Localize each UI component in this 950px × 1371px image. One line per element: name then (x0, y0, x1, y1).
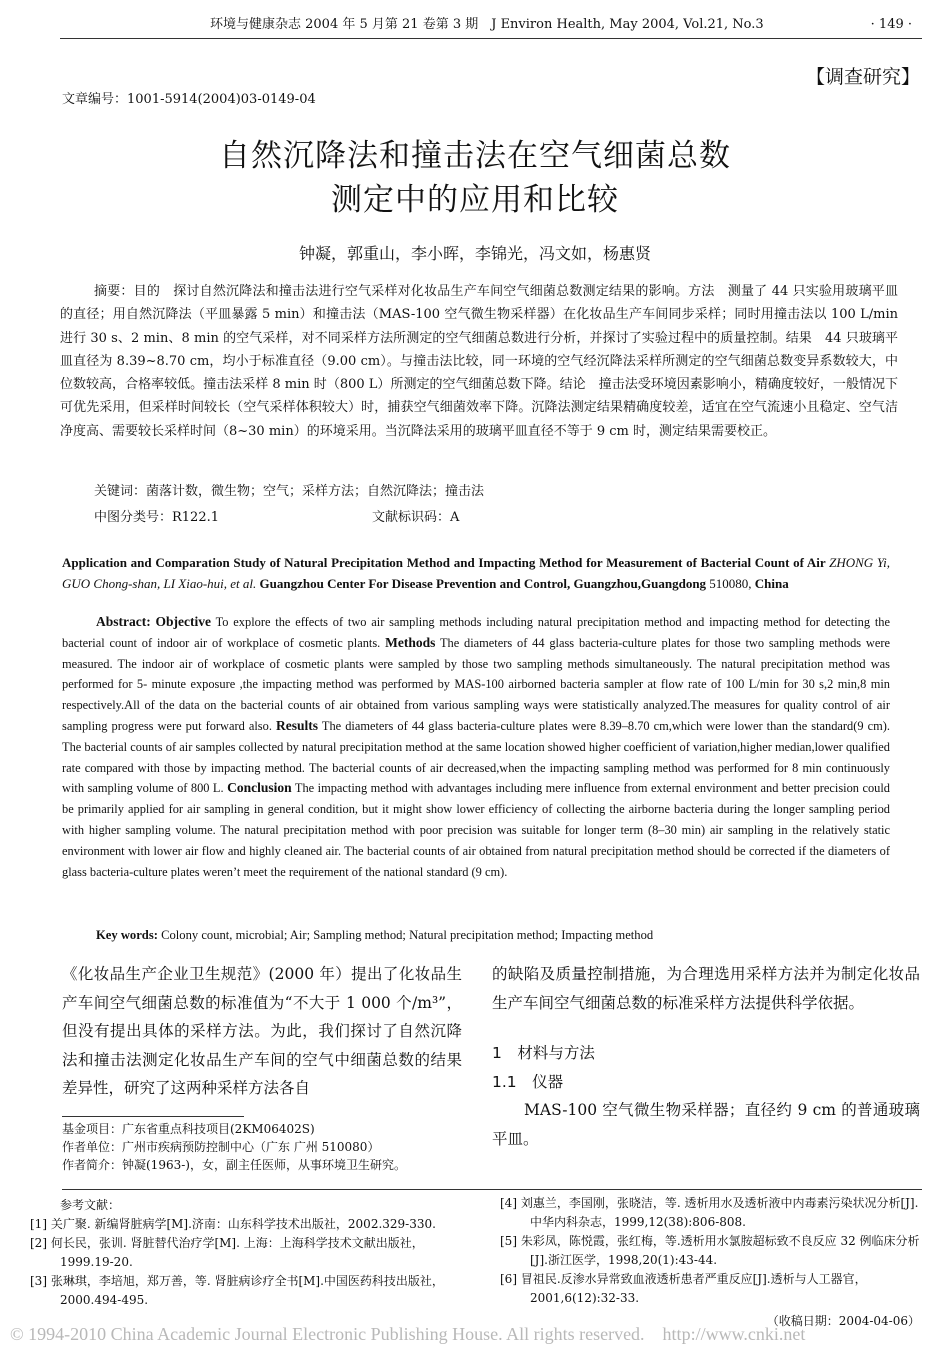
article-id: 文章编号：1001-5914(2004)03-0149-04 (62, 92, 316, 107)
footnote-divider (62, 1116, 244, 1117)
results-text: The diameters of 44 glass bacteria-culture plates were 8.39–8.70 cm,which were lower than the standard(9 cm). The bacterial counts of air samples collected by natural precipitation method at the same location showed higher coefficient of variation,higher median,lower qualified rate compared with those by impacting method. The bacterial counts of air decreased,when the impacting sampling method was performed for 8 min continuously with sampling volume of 800 L. (62, 718, 890, 796)
references-divider (62, 1189, 922, 1190)
classification-row (94, 506, 460, 525)
document-code-cn: 文献标识码：A (372, 510, 460, 525)
english-keywords (96, 928, 653, 943)
abstract-cn-text: 摘要：目的 探讨自然沉降法和撞击法进行空气采样对化妆品生产车间空气细菌总数测定结果的影响。方法 测量了 44 只实验用玻璃平皿的直径；用自然沉降法（平皿暴露 5 min）和撞击法（MAS-100 空气微生物采样器）在化妆品生产车间同步采样；同时用撞击法以 100 L/min 进行 30 s、2 min、8 min 的空气采样，对不同采样方法所测定的空气细菌总数进行分析，并探讨了实验过程中的质量控制。结果 44 只玻璃平皿直径为 8.39~8.70 cm，均小于标准直径（9.00 cm）。与撞击法比较，同一环境的空气经沉降法采样所测定的空气细菌总数变异系数较大，中位数较高，合格率较低。撞击法采样 8 min 时（800 L）所测定的空气细菌总数下降。结论 撞击法受环境因素影响小，精确度较好，一般情况下可优先采用，但采样时间较长（空气采样体积较大）时，捕获空气细菌效率下降。沉降法测定结果精确度较差，适宜在空气流速小且稳定、空气洁净度高、需要较长采样时间（8~30 min）的环境采用。当沉降法采用的玻璃平皿直径不等于 9 cm 时，测定结果需要校正。 (60, 284, 898, 439)
references-right (500, 1194, 920, 1308)
reference-item: [6] 冒祖民.反渗水异常致血液透析患者严重反应[J].透析与人工器官，2001,6(12):32-33. (500, 1272, 867, 1305)
body-left-text: 《化妆品生产企业卫生规范》(2000 年）提出了化妆品生产车间空气细菌总数的标准值为“不大于 1 000 个/m³”，但没有提出具体的采样方法。为此，我们探讨了自然沉降法和撞击法测定化妆品生产车间的空气中细菌总数的结果差异性，研究了这两种采样方法各自 (62, 965, 462, 1097)
abstract-cn (60, 280, 898, 443)
references-title: 参考文献： (60, 1198, 121, 1212)
english-keywords-label: Key words: (96, 928, 158, 942)
journal-info: 环境与健康杂志 2004 年 5 月第 21 卷第 3 期 J Environ Health, May 2004, Vol.21, No.3 (210, 17, 764, 32)
page-title (60, 134, 890, 222)
references-left (30, 1196, 460, 1310)
title-line-1: 自然沉降法和撞击法在空气细菌总数 (219, 138, 731, 174)
reference-item: [4] 刘惠兰，李国刚，张晓洁，等. 透析用水及透析液中内毒素污染状况分析[J].中华内科杂志，1999,12(38):806-808. (500, 1196, 919, 1229)
english-affiliation: Guangzhou Center For Disease Prevention and Control, Guangzhou,Guangdong (259, 576, 707, 591)
keywords-cn: 关键词：菌落计数，微生物；空气；采样方法；自然沉降法；撞击法 (94, 484, 485, 499)
section-heading-1-1: 1.1 仪器 (492, 1072, 564, 1091)
reference-item: [3] 张琳琪，李培旭，郑万善，等. 肾脏病诊疗全书[M].中国医药科技出版社，2000.494-495. (30, 1274, 444, 1307)
footnote-funding: 基金项目：广东省重点科技项目(2KM06402S) (62, 1122, 315, 1136)
instruments-text: MAS-100 空气微生物采样器；直径约 9 cm 的普通玻璃平皿。 (492, 1101, 920, 1148)
english-country: China (754, 576, 789, 591)
reference-item: [2] 何长民，张训. 肾脏替代治疗学[M]. 上海：上海科学技术文献出版社，1999.19-20. (30, 1236, 424, 1269)
body-right-column (492, 960, 920, 1153)
objective-text: To explore the effects of two air sampling methods including natural precipitation method and impacting method for detecting the bacterial count of indoor air of workplace of cosmetic plants. (62, 615, 890, 650)
reference-item: [5] 朱彩凤，陈悦霞，张红梅，等.透析用水氯胺超标致不良反应 32 例临床分析[J].浙江医学，1998,20(1):43-44. (500, 1234, 920, 1267)
copyright-watermark: © 1994-2010 China Academic Journal Electronic Publishing House. All rights reserved. http://www.cnki.net (10, 1324, 806, 1344)
body-right-text: 的缺陷及质量控制措施，为合理选用采样方法并为制定化妆品生产车间空气细菌总数的标准采样方法提供科学依据。 (492, 965, 920, 1012)
classification-cn: 中图分类号：R122.1 (94, 510, 220, 525)
conclusion-label: Conclusion (227, 780, 292, 796)
english-postcode: 510080, (709, 576, 752, 591)
methods-label: Methods (385, 634, 436, 650)
running-header (60, 14, 922, 39)
english-authors: ZHONG Yi, GUO Chong-shan, LI Xiao-hui, et al. (62, 555, 890, 591)
page-number: · 149 · (870, 17, 912, 32)
footnote-author-bio: 作者简介：钟凝(1963-)，女，副主任医师，从事环境卫生研究。 (62, 1158, 406, 1172)
english-title: Application and Comparation Study of Natural Precipitation Method and Impacting Method for Measurement of Bacterial Count of Air (62, 555, 826, 570)
english-title-block (62, 552, 890, 594)
body-left-column (62, 960, 462, 1103)
objective-label: Objective (155, 614, 212, 629)
methods-text: The diameters of 44 glass bacteria-culture plates for those two sampling methods were measured. The indoor air of workplace of cosmetic plants were sampled by those two sampling methods simultaneously. The natural precipitation method was performed for 5- minute exposure ,the impacting method was performed by MAS-100 airborned bacteria sampler at flow rate of 100 L/min for 30 s,2 min,8 min respectively.All of the data on the bacterial counts of air obtained from various sampling ways were statistically analyzed.The measures for quality control of air sampling progress were put forward also. (62, 635, 890, 733)
section-heading-1: 1 材料与方法 (492, 1044, 595, 1062)
english-abstract (62, 612, 890, 882)
abstract-label: Abstract: (96, 614, 151, 629)
english-keywords-text: Colony count, microbial; Air; Sampling method; Natural precipitation method; Impacting method (161, 928, 654, 942)
footnotes (62, 1120, 406, 1174)
title-line-2: 测定中的应用和比较 (331, 182, 619, 218)
conclusion-text: The impacting method with advantages including mere influence from external environment and better precision could be primarily applied for air sampling in general condition, but it might show lower efficiency of collecting the airborne bacteria during the longer sampling period with higher sampling volume. The natural precipitation method with poor precision was suitable for longer term (8–30 min) air sampling in the relatively static environment with lower air flow and highly cleaned air. The bacterial counts of air obtained from natural precipitation method should be corrected if the diameters of glass bacteria-culture plates weren’t meet the requirement of the national standard (9 cm). (62, 781, 890, 879)
authors: 钟凝，郭重山，李小晖，李锦光，冯文如，杨惠贤 (298, 244, 651, 263)
footnote-affiliation: 作者单位：广州市疾病预防控制中心（广东 广州 510080） (62, 1140, 380, 1154)
section-tag: 【调查研究】 (805, 66, 920, 88)
reference-item: [1] 关广聚. 新编肾脏病学[M].济南：山东科学技术出版社，2002.329-330. (30, 1217, 436, 1231)
results-label: Results (276, 717, 319, 733)
received-date: （收稿日期：2004-04-06） (766, 1314, 920, 1328)
